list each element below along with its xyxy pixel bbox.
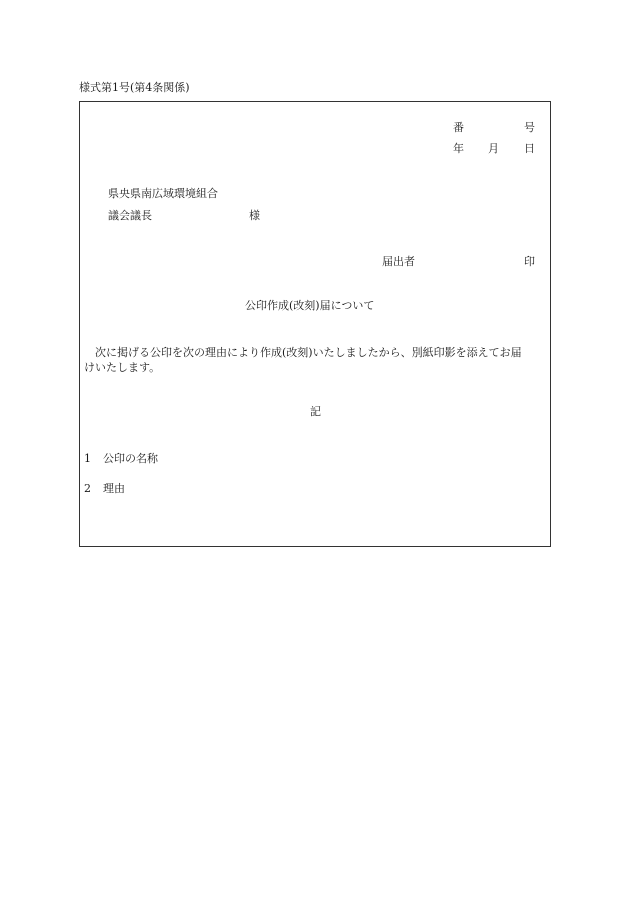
item-number: 2	[84, 482, 91, 495]
seal-mark: 印	[524, 255, 535, 268]
body-line-1: 次に掲げる公印を次の理由により作成(改刻)いたしましたから、別紙印影を添えてお届	[95, 346, 522, 359]
item-label: 理由	[103, 482, 125, 495]
addressee-title: 議会議長	[108, 209, 152, 222]
form-number-label: 様式第1号(第4条関係)	[79, 81, 190, 94]
form-frame	[79, 101, 551, 547]
date-month: 月	[488, 142, 499, 155]
document-subject: 公印作成(改刻)届について	[245, 299, 375, 312]
item-number: 1	[84, 452, 91, 465]
date-day: 日	[524, 142, 535, 155]
applicant-label: 届出者	[382, 255, 415, 268]
ki-heading: 記	[310, 405, 321, 418]
date-year: 年	[453, 142, 464, 155]
item-label: 公印の名称	[103, 452, 158, 465]
number-suffix: 号	[524, 121, 535, 134]
body-line-2: けいたします。	[84, 361, 161, 374]
number-prefix: 番	[453, 121, 464, 134]
addressee-honorific: 様	[249, 209, 260, 222]
addressee-organization: 県央県南広域環境組合	[108, 187, 218, 200]
